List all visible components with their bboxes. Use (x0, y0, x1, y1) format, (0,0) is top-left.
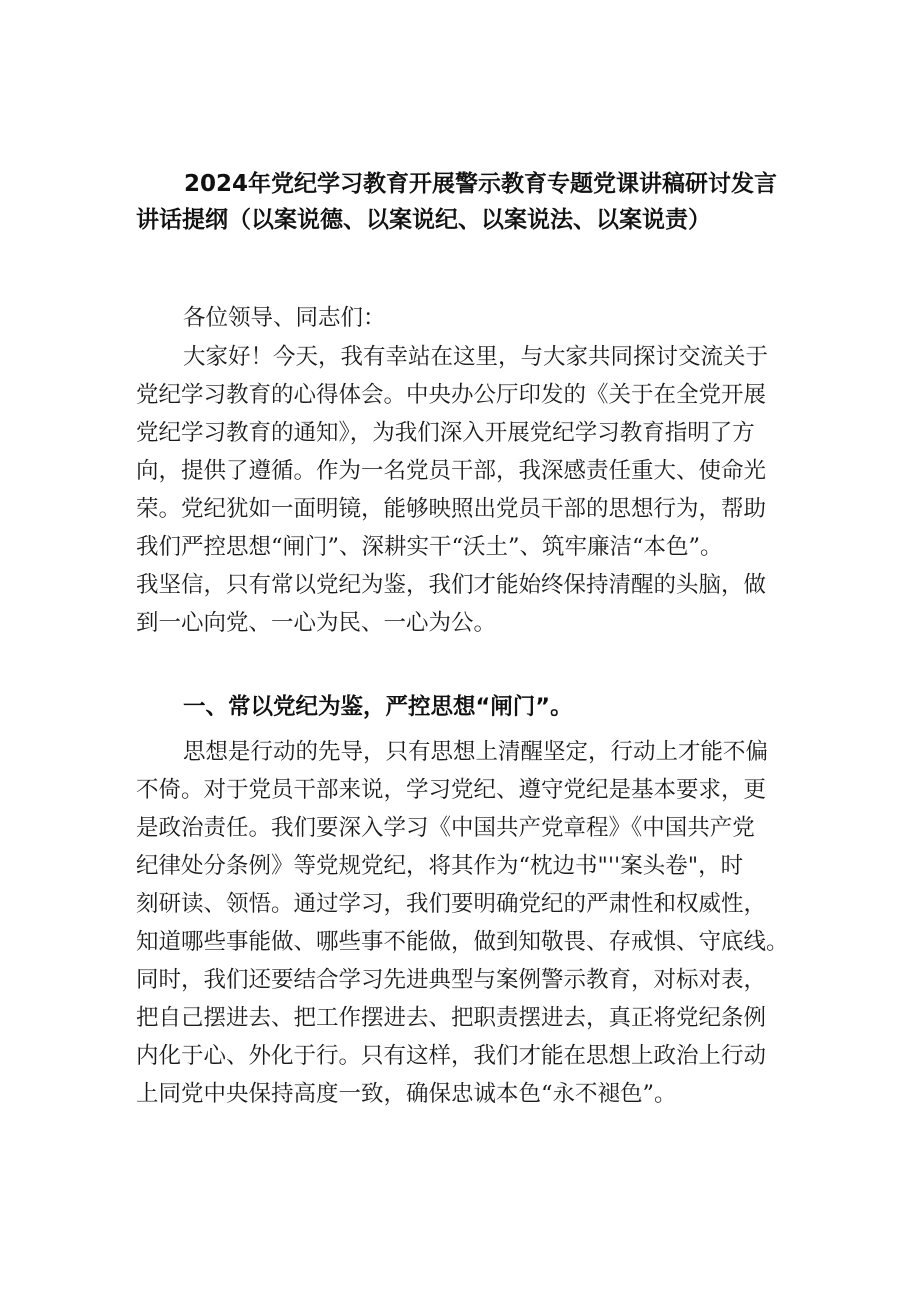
paragraph-line: 党纪学习教育的心得体会。中央办公厅印发的《关于在全党开展 (136, 382, 767, 408)
paragraph-line: 把自己摆进去、把工作摆进去、把职责摆进去，真正将党纪条例 (136, 1005, 767, 1031)
paragraph-line: 党纪学习教育的通知》，为我们深入开展党纪学习教育指明了方 (136, 420, 755, 446)
paragraph-line: 向，提供了遵循。作为一名党员干部，我深感责任重大、使命光 (136, 458, 767, 484)
paragraph-line: 我坚信，只有常以党纪为鉴，我们才能始终保持清醒的头脑，做 (136, 572, 767, 598)
title-line-2: 讲话提纲（以案说德、以案说纪、以案说法、以案说责） (136, 207, 711, 233)
title-line-1: 2024年党纪学习教育开展警示教育专题党课讲稿研讨发言 (184, 171, 778, 197)
paragraph-line: 不倚。对于党员干部来说，学习党纪、遵守党纪是基本要求，更 (136, 777, 767, 803)
paragraph-line: 思想是行动的先导，只有思想上清醒坚定，行动上才能不偏 (183, 739, 769, 765)
greeting (136, 299, 796, 337)
greeting-text: 各位领导、同志们： (183, 305, 386, 331)
paragraph-line: 刻研读、领悟。通过学习，我们要明确党纪的严肃性和权威性， (136, 891, 767, 917)
paragraph-line: 到一心向党、一心为民、一心为公。 (136, 610, 497, 636)
paragraph-intro (136, 338, 796, 642)
section-heading-1: 一、常以党纪为鉴，严控思想“闸门”。 (183, 694, 573, 720)
paragraph-line: 上同党中央保持高度一致，确保忠诚本色“永不褪色”。 (136, 1081, 677, 1107)
paragraph-line: 纪律处分条例》等党规党纪，将其作为“枕边书"''案头卷"，时 (136, 853, 744, 879)
paragraph-line: 是政治责任。我们要深入学习《中国共产党章程》《中国共产党 (136, 815, 755, 841)
paragraph-section-1 (136, 733, 796, 1113)
paragraph-line: 荣。党纪犹如一面明镜，能够映照出党员干部的思想行为，帮助 (136, 496, 767, 522)
document-title (136, 166, 796, 238)
paragraph-line: 内化于心、外化于行。只有这样，我们才能在思想上政治上行动 (136, 1043, 767, 1069)
paragraph-line: 同时，我们还要结合学习先进典型与案例警示教育，对标对表， (136, 967, 767, 993)
paragraph-line: 知道哪些事能做、哪些事不能做，做到知敬畏、存戒惧、守底线。 (136, 929, 789, 955)
paragraph-line: 大家好！今天，我有幸站在这里，与大家共同探讨交流关于 (183, 344, 769, 370)
paragraph-line: 我们严控思想“闸门”、深耕实干“沃土”、筑牢廉洁“本色”。 (136, 534, 723, 560)
